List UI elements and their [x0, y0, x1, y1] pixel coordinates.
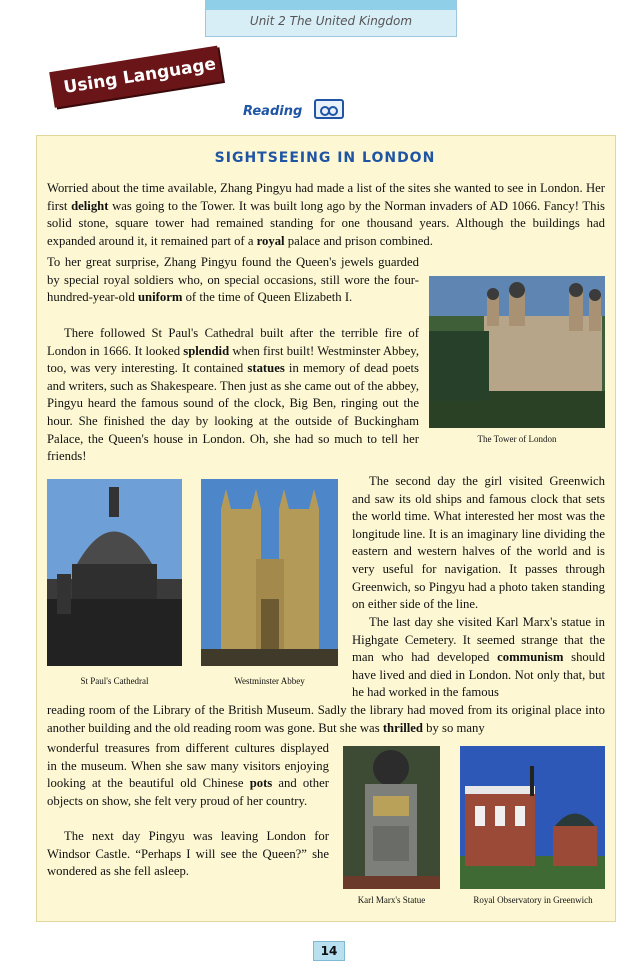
section-banner: Using Language — [49, 46, 223, 108]
st-pauls-photo — [47, 479, 182, 666]
westminster-abbey-image — [201, 479, 338, 666]
article-title: SIGHTSEEING IN LONDON — [214, 150, 436, 166]
paragraph-4: The last day she visited Karl Marx's statue in Highgate Cemetery. It seemed strange that the man who had developed communism should have lived and died in London. Not only that, but he had worked in the famous — [352, 615, 605, 700]
cassette-tape-icon — [314, 99, 344, 119]
reading-label: Reading — [243, 104, 303, 119]
paragraph-1: Worried about the time available, Zhang Pingyu had made a list of the sites she wanted to see in London. Her first delight was going to the Tower. It was built long ago by the Norman invaders of AD 1066. Fancy! This solid stone, square tower had remained standing for one thousand years. Although the buildings had expanded around it, it remained part of a royal palace and prison combined. — [47, 181, 605, 248]
caption-westminster-abbey: Westminster Abbey — [234, 676, 305, 686]
paragraph-4-continued: reading room of the Library of the British Museum. Sadly the library had moved from its original place into another building and the old reading room was gone. But she was thrilled by so many — [47, 703, 605, 735]
caption-st-pauls: St Paul's Cathedral — [80, 676, 149, 686]
karl-marx-statue-photo — [343, 746, 440, 889]
caption-karl-marx: Karl Marx's Statue — [357, 895, 426, 905]
tower-of-london-photo — [429, 276, 605, 428]
royal-observatory-image — [460, 746, 605, 889]
st-pauls-image — [47, 479, 182, 666]
caption-royal-observatory: Royal Observatory in Greenwich — [473, 895, 593, 905]
karl-marx-statue-image — [343, 746, 440, 889]
paragraph-2: There followed St Paul's Cathedral built after the terrible fire of London in 1666. It looked splendid when first built! Westminster Abbey, too, was very interesting. It contained statues in memory of dead poets and writers, such as Shakespeare. Then just as she came out of the abbey, Pingyu heard the famous sound of the clock, Big Ben, ringing out the hour. She finished the day by looking at the outside of Buckingham Palace, the Queen's house in London. Oh, she had so much to tell her friends! — [47, 326, 419, 464]
paragraph-5: The next day Pingyu was leaving London for Windsor Castle. “Perhaps I will see the Queen?” she wondered as she fell asleep. — [47, 829, 329, 879]
tower-of-london-image — [429, 276, 605, 428]
paragraph-1-continued: To her great surprise, Zhang Pingyu found the Queen's jewels guarded by special royal soldiers who, on special occasions, still wore the four-hundred-year-old uniform of the time of Queen Elizabeth I. — [47, 255, 419, 305]
header-stripe — [206, 0, 456, 10]
westminster-abbey-photo — [201, 479, 338, 666]
caption-tower-of-london: The Tower of London — [477, 434, 557, 444]
page-number: 14 — [313, 941, 345, 961]
unit-header — [205, 0, 457, 37]
paragraph-3: The second day the girl visited Greenwich and saw its old ships and famous clock that sets the world time. What interested her most was the longitude line. It is an imaginary line dividing the eastern and western halves of the world and is very useful for navigation. It passes through Greenwich, so Pingyu had a photo taken standing on either side of the line. — [352, 474, 605, 612]
royal-observatory-photo — [460, 746, 605, 889]
unit-title: Unit 2 The United Kingdom — [249, 14, 413, 28]
paragraph-4-end: wonderful treasures from different cultures displayed in the museum. When she saw many visitors enjoying looking at the beautiful old Chinese pots and other objects on show, she felt very proud of her country. — [47, 741, 329, 808]
